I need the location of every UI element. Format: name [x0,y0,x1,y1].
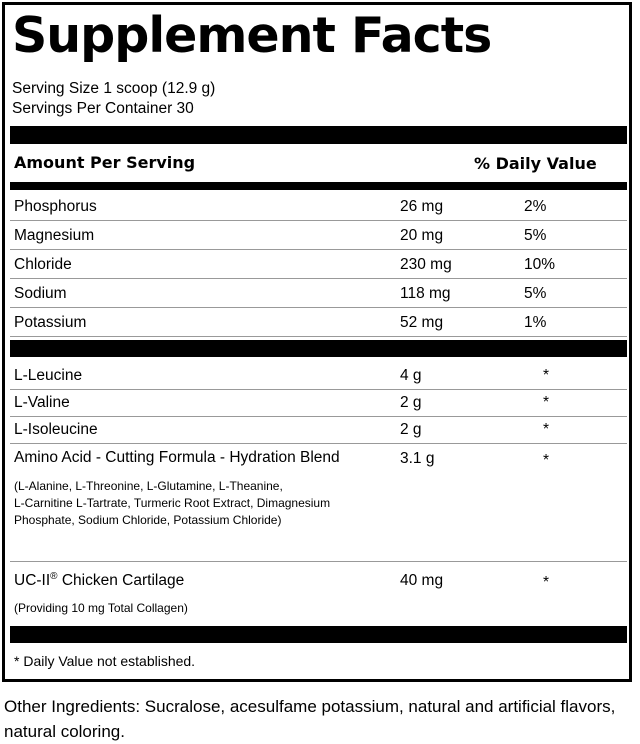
row-divider [10,278,627,279]
servings-per-container: Servings Per Container 30 [12,100,194,117]
amount-per-serving-header: Amount Per Serving [14,153,196,172]
amino-dv: * [543,421,550,438]
nutrient-amount: 20 mg [400,227,444,244]
row-divider [10,249,627,250]
row-divider [10,307,627,308]
row-divider [10,336,627,337]
registered-mark: ® [50,571,58,582]
nutrient-dv: 5% [524,227,547,244]
amino-amount: 4 g [400,367,422,384]
ucii-name-rest: Chicken Cartilage [57,572,185,590]
blend-components-line: (L-Alanine, L-Threonine, L-Glutamine, L-Theanine, [14,479,283,493]
row-divider [10,443,627,444]
row-divider [10,561,627,562]
nutrient-name: Phosphorus [14,198,97,215]
amino-name: L-Isoleucine [14,421,98,438]
row-divider [10,220,627,221]
nutrient-dv: 2% [524,198,547,215]
nutrient-name: Magnesium [14,227,95,244]
thick-divider [10,126,627,144]
amino-amount: 2 g [400,394,422,411]
amino-dv: * [543,394,550,411]
nutrient-dv: 5% [524,285,547,302]
panel-title: Supplement Facts [12,7,492,64]
footnote: * Daily Value not established. [14,653,196,669]
thick-divider [10,340,627,357]
nutrient-dv: 10% [524,256,556,273]
serving-size: Serving Size 1 scoop (12.9 g) [12,80,216,97]
nutrient-name: Potassium [14,314,87,331]
blend-name: Amino Acid - Cutting Formula - Hydration Blend [14,449,340,466]
ucii-note: (Providing 10 mg Total Collagen) [14,601,188,615]
nutrient-amount: 26 mg [400,198,444,215]
nutrient-name: Chloride [14,256,72,273]
thick-divider [10,626,627,643]
blend-components-line: Phosphate, Sodium Chloride, Potassium Chloride) [14,513,282,527]
nutrient-amount: 118 mg [400,285,451,302]
row-divider [10,416,627,417]
row-divider [10,389,627,390]
amino-amount: 2 g [400,421,422,438]
ucii-amount: 40 mg [400,572,444,589]
ucii-dv: * [543,574,550,591]
ucii-name [14,571,184,590]
amino-name: L-Valine [14,394,70,411]
nutrient-dv: 1% [524,314,547,331]
ucii-name-text: UC-II [14,572,51,590]
nutrient-amount: 230 mg [400,256,452,273]
amino-dv: * [543,367,550,384]
medium-divider [10,182,627,190]
blend-components-line: L-Carnitine L-Tartrate, Turmeric Root Extract, Dimagnesium [14,496,331,510]
nutrient-amount: 52 mg [400,314,444,331]
blend-amount: 3.1 g [400,450,435,467]
other-ingredients: Other Ingredients: Sucralose, acesulfame potassium, natural and artificial flavors, natural coloring. [4,697,616,741]
daily-value-header: % Daily Value [474,154,597,173]
blend-dv: * [543,452,550,469]
nutrient-name: Sodium [14,285,67,302]
amino-name: L-Leucine [14,367,83,384]
